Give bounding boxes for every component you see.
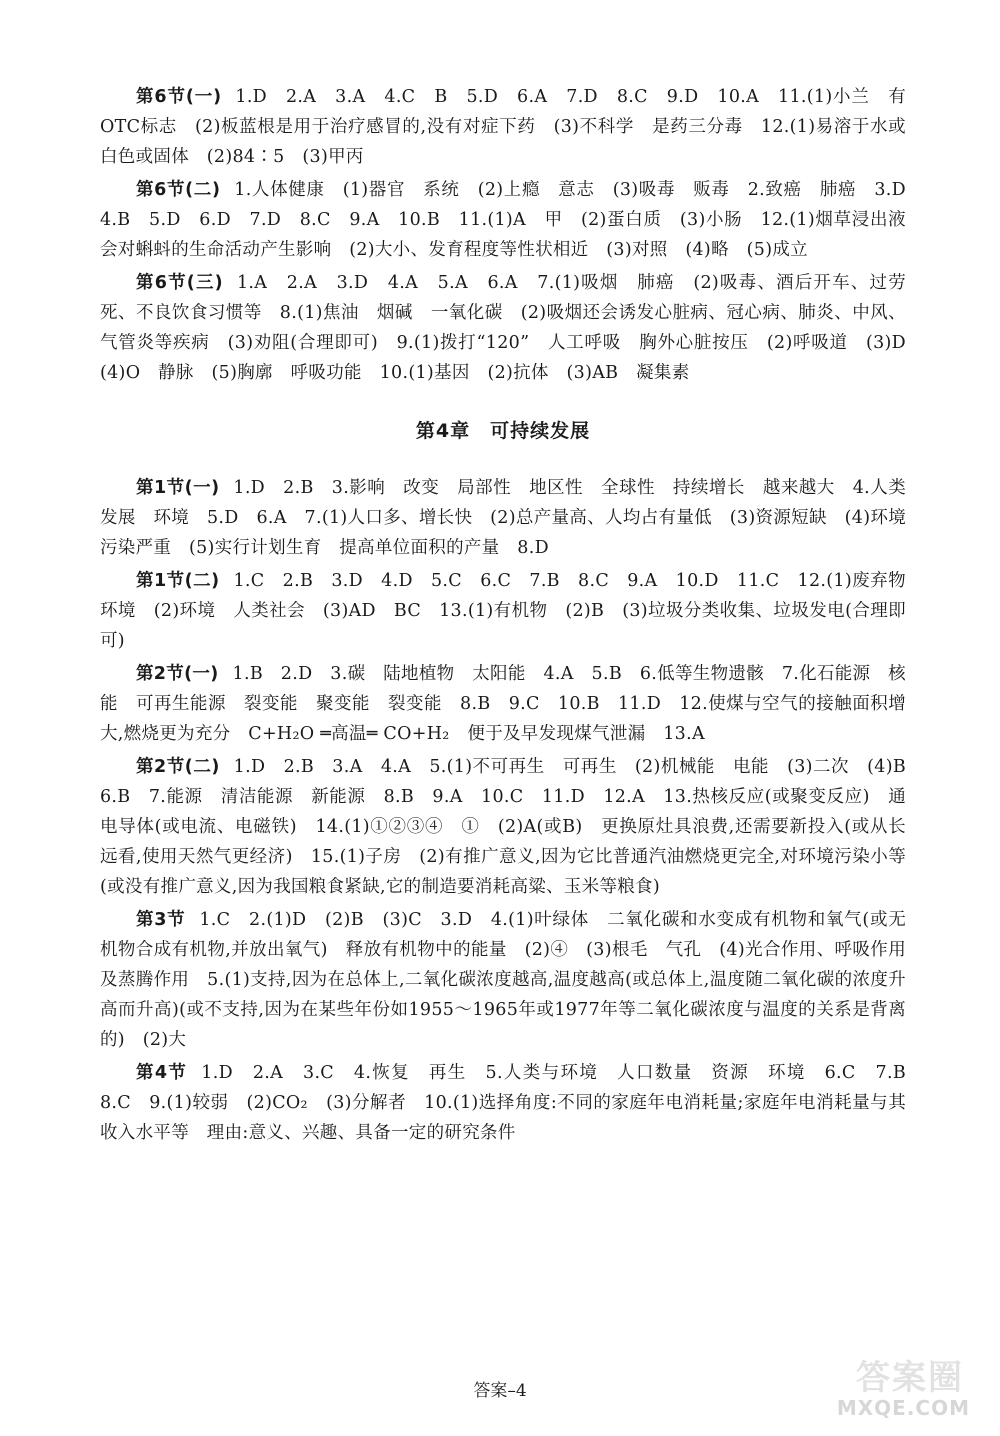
section-heading: 第6节(一)	[136, 87, 222, 107]
answer-text: 1.D 2.A 3.C 4.恢复 再生 5.人类与环境 人口数量 资源 环境 6.C 7.B 8.C 9.(1)较弱 (2)CO₂ (3)分解者 10.(1)选择角度:不同的家庭年电消耗量;家庭年电消耗量与其收入水平等 理由:意义、兴趣、具备一定的研究条件	[100, 1063, 924, 1143]
section-heading: 第2节(二)	[136, 757, 220, 777]
section-after	[100, 473, 924, 1148]
answer-paragraph	[100, 82, 906, 172]
answer-paragraph	[100, 473, 906, 563]
answer-text: 1.C 2.(1)D (2)B (3)C 3.D 4.(1)叶绿体 二氧化碳和水变成有机物和氧气(或无机物合成有机物,并放出氧气) 释放有机物中的能量 (2)④ (3)根毛 气孔 (4)光合作用、呼吸作用及蒸腾作用 5.(1)支持,因为在总体上,二氧化碳浓度越高,温度越高(或总体上,温度随二氧化碳的浓度升高而升高)(或不支持,因为在某些年份如1955～1965年或1977年等二氧化碳浓度与温度的关系是背离的) (2)大	[100, 910, 906, 1050]
answer-paragraph	[100, 1058, 924, 1148]
answer-text: 1.B 2.D 3.碳 陆地植物 太阳能 4.A 5.B 6.低等生物遗骸 7.化石能源 核能 可再生能源 裂变能 聚变能 裂变能 8.B 9.C 10.B 11.D 12.使煤与空气的接触面积增大,燃烧更为充分 C+H₂O ═高温═ CO+H₂ 便于及早发现煤气泄漏 13.A	[100, 664, 906, 744]
section-heading: 第6节(三)	[136, 273, 223, 293]
section-heading: 第2节(一)	[136, 664, 219, 684]
answer-page	[100, 82, 924, 1151]
answer-text: 1.D 2.B 3.影响 改变 局部性 地区性 全球性 持续增长 越来越大 4.人类发展 环境 5.D 6.A 7.(1)人口多、增长快 (2)总产量高、人均占有量低 (3)资源短缺 (4)环境污染严重 (5)实行计划生育 提高单位面积的产量 8.D	[100, 478, 906, 558]
answer-paragraph	[100, 659, 906, 749]
answer-text: 1.A 2.A 3.D 4.A 5.A 6.A 7.(1)吸烟 肺癌 (2)吸毒、酒后开车、过劳死、不良饮食习惯等 8.(1)焦油 烟碱 一氧化碳 (2)吸烟还会诱发心脏病、冠心病、肺炎、中风、气管炎等疾病 (3)劝阻(合理即可) 9.(1)拨打“120” 人工呼吸 胸外心脏按压 (2)呼吸道 (3)D (4)O 静脉 (5)胸廓 呼吸功能 10.(1)基因 (2)抗体 (3)AB 凝集素	[100, 273, 924, 383]
answer-paragraph	[100, 566, 924, 656]
chapter-title: 第4章 可持续发展	[415, 420, 591, 442]
answer-text: 1.C 2.B 3.D 4.D 5.C 6.C 7.B 8.C 9.A 10.D 11.C 12.(1)废弃物 环境 (2)环境 人类社会 (3)AD BC 13.(1)有机物 (2)B (3)垃圾分类收集、垃圾发电(合理即可)	[100, 571, 924, 651]
watermark-logo-text: 答案圈	[856, 1358, 964, 1398]
answer-paragraph	[100, 752, 924, 902]
answer-text: 1.D 2.B 3.A 4.A 5.(1)不可再生 可再生 (2)机械能 电能 (3)二次 (4)B 6.B 7.能源 清洁能源 新能源 8.B 9.A 10.C 11.D 12.A 13.热核反应(或聚变反应) 通电导体(或电流、电磁铁) 14.(1)①②③④ ① (2)A(或B) 更换原灶具浪费,还需要新投入(或从长远看,使用天然气更经济) 15.(1)子房 (2)有推广意义,因为它比普通汽油燃烧更完全,对环境污染小等(或没有推广意义,因为我国粮食紧缺,它的制造要消耗高粱、玉米等粮食)	[100, 757, 924, 897]
section-heading: 第3节	[136, 910, 186, 930]
answer-paragraph	[100, 175, 924, 265]
section-heading: 第4节	[136, 1063, 188, 1083]
watermark-site-text: MXQE.COM	[836, 1396, 970, 1420]
section-heading: 第6节(二)	[136, 180, 221, 200]
page-footer: 答案–4	[473, 1381, 527, 1401]
section-heading: 第1节(二)	[136, 571, 220, 591]
answer-text: 1.D 2.A 3.A 4.C B 5.D 6.A 7.D 8.C 9.D 10.A 11.(1)小兰 有OTC标志 (2)板蓝根是用于治疗感冒的,没有对症下药 (3)不科学 是药三分毒 12.(1)易溶于水或白色或固体 (2)84∶5 (3)甲丙	[100, 87, 906, 167]
answer-text: 1.人体健康 (1)器官 系统 (2)上瘾 意志 (3)吸毒 贩毒 2.致癌 肺癌 3.D 4.B 5.D 6.D 7.D 8.C 9.A 10.B 11.(1)A 甲 (2)蛋白质 (3)小肠 12.(1)烟草浸出液会对蝌蚪的生命活动产生影响 (2)大小、发育程度等性状相近 (3)对照 (4)略 (5)成立	[100, 180, 924, 260]
answer-paragraph	[100, 905, 906, 1055]
section-heading: 第1节(一)	[136, 478, 220, 498]
answer-paragraph	[100, 268, 924, 388]
section-before	[100, 82, 924, 388]
watermark-logo	[788, 1350, 978, 1420]
